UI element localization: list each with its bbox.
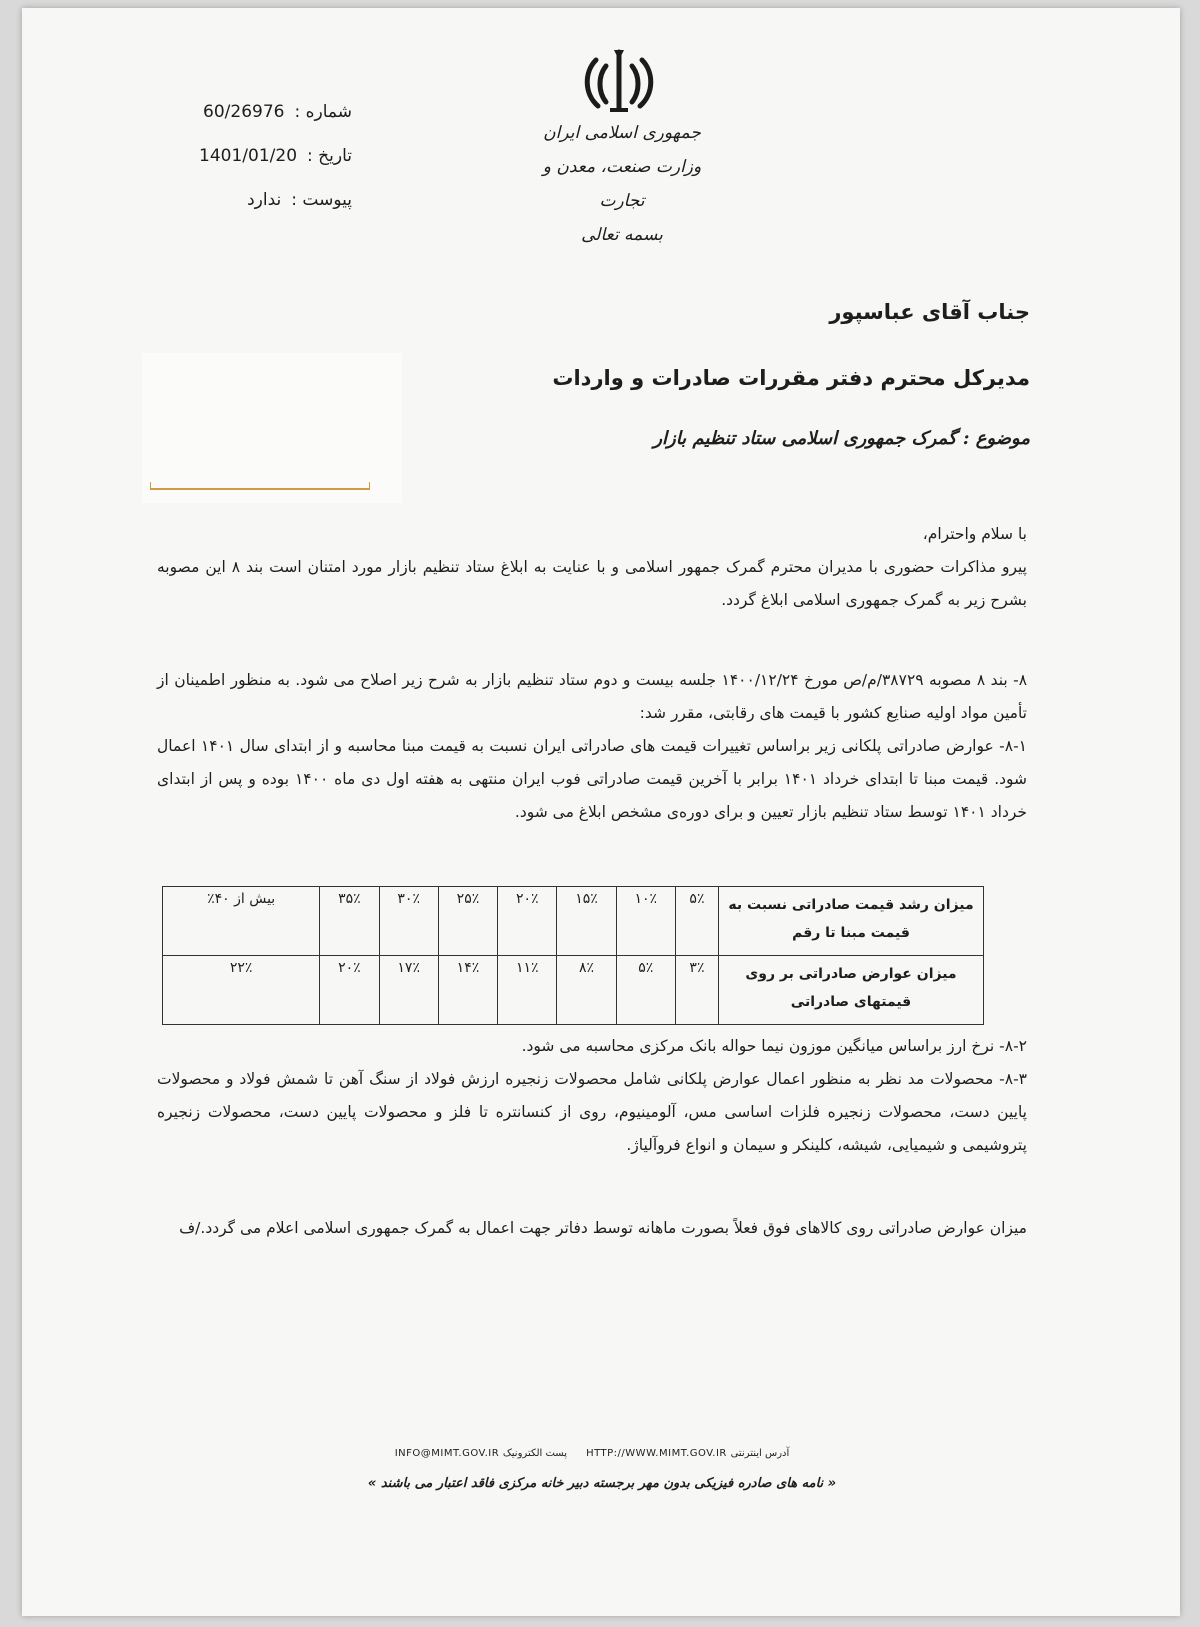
export-duty-table	[162, 886, 984, 1025]
letterhead	[522, 116, 722, 252]
redacted-area	[142, 353, 402, 503]
letter-items-2	[157, 1030, 1027, 1162]
attachment-label: پیوست :	[291, 190, 352, 210]
item-8-3: ۸-۳- محصولات مد نظر به منظور اعمال عوارض پلکانی شامل محصولات زنجیره ارزش فولاد از سنگ آهن تا شمش فولاد و محصولات پایین دست، محصولات زنجیره فلزات اساسی مس، آلومینیوم، روی از کنسانتره تا فلز و محصولات پایین دست، محصولات زنجیره پتروشیمی و شیمیایی، شیشه، کلینکر و سیمان و انواع فروآلیاژ.	[157, 1070, 1027, 1154]
addressee-name: جناب آقای عباسپور	[829, 300, 1030, 324]
meta-number	[122, 90, 352, 134]
table-cell: ۲۰٪	[320, 956, 379, 1025]
attachment-value: ندارد	[247, 190, 282, 210]
letter-intro	[157, 518, 1027, 617]
addressee-position: مدیرکل محترم دفتر مقررات صادرات و واردات	[552, 366, 1030, 390]
underline-mark	[150, 482, 370, 490]
iran-emblem-icon	[580, 46, 658, 116]
row1-header: میزان رشد قیمت صادراتی نسبت به قیمت مبنا تا رقم	[719, 887, 984, 956]
web-value: HTTP://WWW.MIMT.GOV.IR	[586, 1448, 727, 1459]
date-value: 1401/01/20	[199, 146, 298, 166]
table-cell: ۵٪	[675, 887, 718, 956]
table-cell: ۳۵٪	[320, 887, 379, 956]
table-row	[163, 956, 984, 1025]
number-label: شماره :	[294, 102, 352, 122]
letter-subject: موضوع : گمرک جمهوری اسلامی ستاد تنظیم بازار	[653, 428, 1030, 449]
country-name: جمهوری اسلامی ایران	[543, 123, 701, 143]
ministry-name: وزارت صنعت، معدن و تجارت	[542, 157, 702, 211]
table-cell: ۱۴٪	[438, 956, 497, 1025]
web-label: آدرس اینترنتی	[730, 1448, 790, 1459]
item-8-2: ۸-۲- نرخ ارز براساس میانگین موزون نیما حواله بانک مرکزی محاسبه می شود.	[521, 1037, 1027, 1055]
table-cell: ۳٪	[675, 956, 718, 1025]
table-cell: ۲۵٪	[438, 887, 497, 956]
table-row	[163, 887, 984, 956]
table-cell: ۱۷٪	[379, 956, 438, 1025]
table-cell: ۸٪	[557, 956, 616, 1025]
letter-page	[22, 8, 1180, 1616]
table-cell: ۳۰٪	[379, 887, 438, 956]
table-cell: ۵٪	[616, 956, 675, 1025]
date-label: تاریخ :	[307, 146, 352, 166]
number-value: 60/26976	[203, 102, 285, 122]
email-label: پست الکترونیک	[502, 1448, 568, 1459]
row2-header: میزان عوارض صادراتی بر روی قیمتهای صادراتی	[719, 956, 984, 1025]
item-8: ۸- بند ۸ مصوبه ۳۸۷۲۹/م/ص مورخ ۱۴۰۰/۱۲/۲۴ جلسه بیست و دوم ستاد تنظیم بازار به شرح زیر اصلاح می شود. به منظور اطمینان از تأمین مواد اولیه صنایع کشور با قیمت های رقابتی، مقرر شد:	[157, 671, 1028, 722]
footer-notice: « نامه های صادره فیزیکی بدون مهر برجسته دبیر خانه مرکزی فاقد اعتبار می باشند »	[367, 1476, 837, 1491]
footer-contact	[342, 1448, 842, 1459]
table-cell: بیش از ۴۰٪	[163, 887, 320, 956]
invocation: بسمه تعالی	[581, 225, 663, 245]
table-cell: ۱۱٪	[498, 956, 557, 1025]
closing-paragraph: میزان عوارض صادراتی روی کالاهای فوق فعلاً بصورت ماهانه توسط دفاتر جهت اعمال به گمرک جمهوری اسلامی اعلام می گردد./ف	[179, 1219, 1027, 1237]
meta-date	[122, 134, 352, 178]
table-cell: ۲۰٪	[498, 887, 557, 956]
greeting: با سلام واحترام،	[922, 525, 1027, 543]
table-cell: ۱۵٪	[557, 887, 616, 956]
letter-meta	[122, 90, 352, 222]
item-8-1: ۸-۱- عوارض صادراتی پلکانی زیر براساس تغییرات قیمت های صادراتی ایران نسبت به قیمت مبنا محاسبه و از ابتدای سال ۱۴۰۱ اعمال شود. قیمت مبنا تا ابتدای خرداد ۱۴۰۱ برابر با آخرین قیمت صادراتی فوب ایران منتهی به هفته اول دی ماه ۱۴۰۰ بوده و پس از ابتدای خرداد ۱۴۰۱ توسط ستاد تنظیم بازار تعیین و برای دوره‌ی مشخص ابلاغ می شود.	[157, 737, 1028, 821]
meta-attachment	[122, 178, 352, 222]
intro-paragraph: پیرو مذاکرات حضوری با مدیران محترم گمرک جمهور اسلامی و با عنایت به ابلاغ ستاد تنظیم بازار مورد امتنان است بند ۸ این مصوبه بشرح زیر به گمرک جمهوری اسلامی ابلاغ گردد.	[157, 558, 1027, 609]
table-cell: ۱۰٪	[616, 887, 675, 956]
email-value: INFO@MIMT.GOV.IR	[394, 1448, 500, 1459]
table-cell: ۲۲٪	[163, 956, 320, 1025]
letter-items	[157, 664, 1027, 829]
